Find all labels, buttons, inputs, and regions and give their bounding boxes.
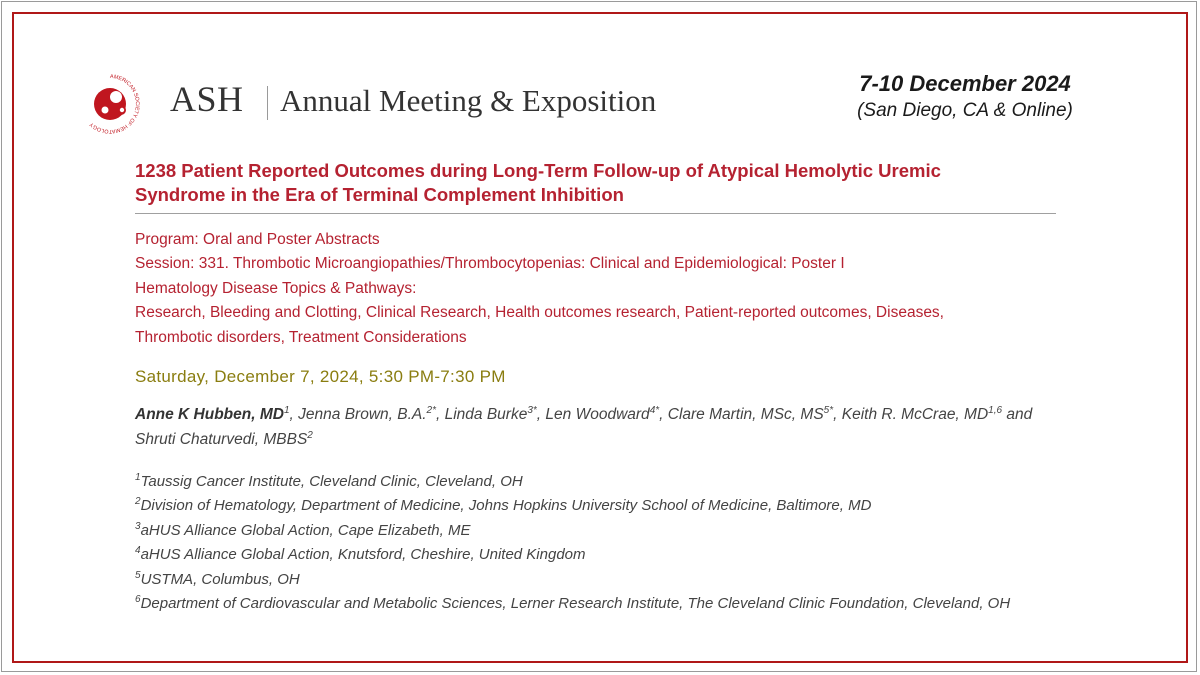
author-list: Anne K Hubben, $MD^1$, Jenna Brown, B.A.$^{2*}$, Linda Burke$^{3*}$, Len Woodward$^{4*}$, Clare Martin, MSc, $MS^{5*}$, Keith R. McCrae, MD$^{1,6}$ and Shruti Chaturvedi, MBBS$^2$ xyxy=(135,404,1033,448)
author-affiliation-marker: 2 xyxy=(307,429,313,441)
author-affiliation-marker: 5* xyxy=(823,404,834,416)
program-line: Program: Oral and Poster Abstracts xyxy=(135,231,380,248)
affiliation-item xyxy=(135,568,1095,592)
author-name: Shruti Chaturvedi, MBBS xyxy=(135,430,308,448)
svg-text:AMERICAN SOCIETY OF HEMATOLOGY: AMERICAN SOCIETY OF HEMATOLOGY xyxy=(88,73,140,135)
author-affiliation-marker: 1 xyxy=(283,404,290,416)
affiliation-text: Division of Hematology, Department of Medicine, Johns Hopkins University School of Medicine, Baltimore, MD xyxy=(140,497,872,515)
affiliation-text: USTMA, Columbus, OH xyxy=(140,570,300,588)
affiliation-item xyxy=(135,519,1095,543)
affiliation-text: aHUS Alliance Global Action, Cape Elizabeth, ME xyxy=(140,521,471,539)
author-affiliation-marker: 1,6 xyxy=(988,404,1003,416)
author-affiliation-marker: 4* xyxy=(649,404,660,416)
title-divider xyxy=(135,213,1056,214)
affiliation-number: 5 xyxy=(135,569,141,581)
author-name: Anne K Hubben, MD xyxy=(135,406,284,423)
affiliation-item xyxy=(135,494,1095,518)
author-name: Len Woodward xyxy=(545,406,650,423)
affiliation-number: 4 xyxy=(135,545,141,557)
affiliation-number: 1 xyxy=(135,472,141,483)
author-name: Jenna Brown, B.A. xyxy=(298,406,427,423)
meeting-name: Annual Meeting & Exposition xyxy=(280,83,657,118)
topics-line: Research, Bleeding and Clotting, Clinical Research, Health outcomes research, Patient-reported outcomes, Diseases, xyxy=(135,304,944,322)
affiliation-list xyxy=(135,470,1095,616)
author-name: Linda Burke xyxy=(444,406,528,423)
session-line: Session: 331. Thrombotic Microangiopathies/Thrombocytopenias: Clinical and Epidemiological: Poster I xyxy=(135,255,845,273)
event-info xyxy=(850,70,1080,124)
affiliation-text: aHUS Alliance Global Action, Knutsford, Cheshire, United Kingdom xyxy=(140,546,586,564)
title-line: Syndrome in the Era of Terminal Complement Inhibition xyxy=(135,184,624,205)
topics-heading: Hematology Disease Topics & Pathways: xyxy=(135,279,417,297)
affiliation-number: 3 xyxy=(135,520,141,532)
author-affiliation-marker: 2* xyxy=(426,404,436,416)
affiliation-text: Taussig Cancer Institute, Cleveland Clinic, Cleveland, OH xyxy=(140,473,523,490)
topics-line: Thrombotic disorders, Treatment Considerations xyxy=(135,328,467,346)
affiliation-item xyxy=(135,543,1095,567)
event-dates: 7-10 December 2024 xyxy=(859,71,1071,96)
session-datetime: Saturday, December 7, 2024, 5:30 PM-7:30 PM xyxy=(135,367,506,386)
affiliation-text: Department of Cardiovascular and Metabolic Sciences, Lerner Research Institute, The Cleveland Clinic Foundation, Cleveland, OH xyxy=(140,595,1011,613)
abstract-title xyxy=(135,159,1055,207)
title-line: 1238 Patient Reported Outcomes during Long-Term Follow-up of Atypical Hemolytic Uremic xyxy=(135,160,941,181)
affiliation-number: 6 xyxy=(135,594,141,606)
affiliation-item xyxy=(135,470,1095,494)
author-name: Clare Martin, MSc, MS xyxy=(667,406,824,423)
header-divider xyxy=(267,86,268,120)
author-affiliation-marker: 3* xyxy=(527,404,537,416)
affiliation-item xyxy=(135,592,1095,616)
affiliation-number: 2 xyxy=(135,496,141,508)
event-location: (San Diego, CA & Online) xyxy=(857,100,1073,121)
author-name: Keith R. McCrae, MD xyxy=(841,406,989,423)
abstract-meta xyxy=(135,228,1055,350)
ash-logo-icon xyxy=(78,72,142,136)
ash-wordmark: ASH xyxy=(170,79,244,119)
